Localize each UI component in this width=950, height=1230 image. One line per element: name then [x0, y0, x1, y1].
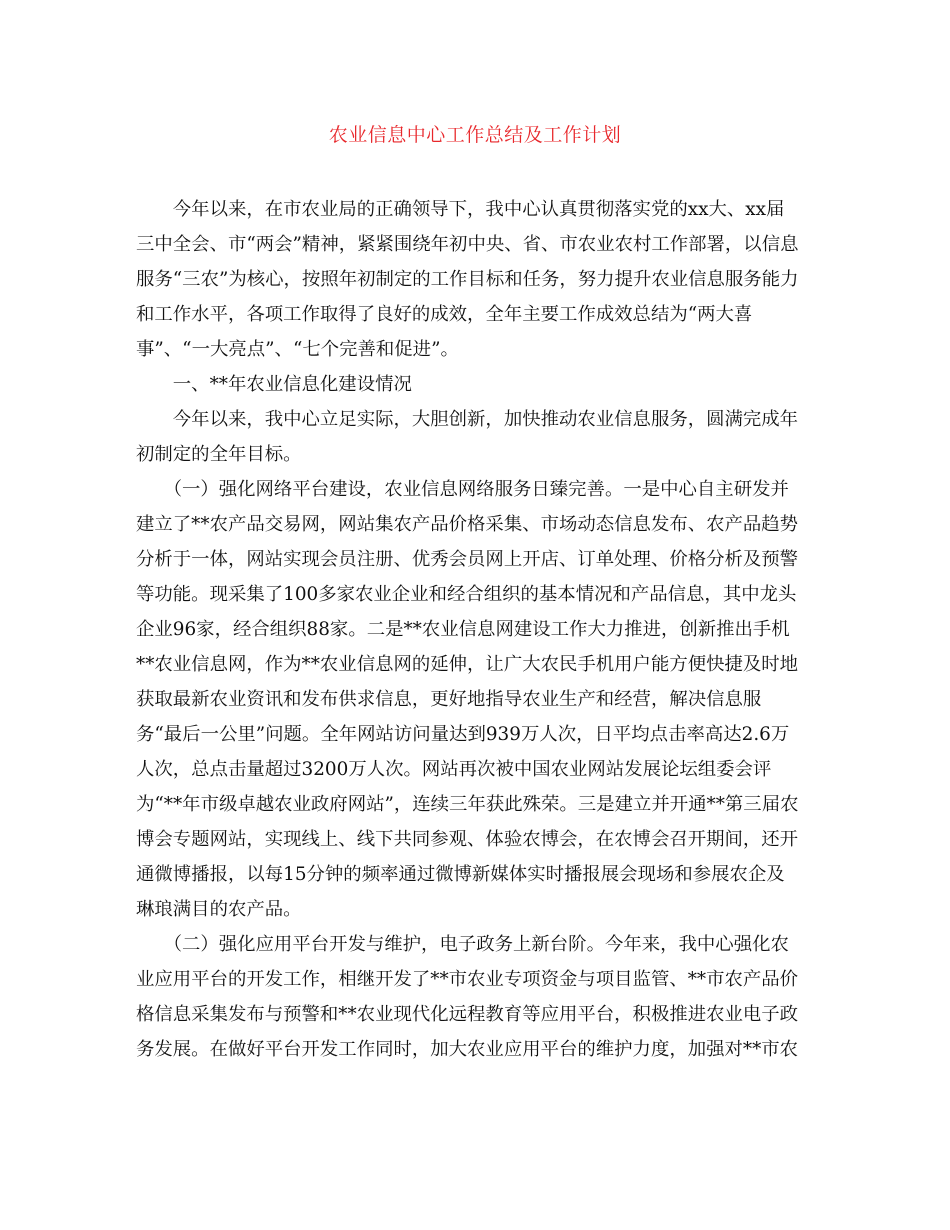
body-line: 一、**年农业信息化建设情况 — [136, 374, 412, 395]
body-line: 格信息采集发布与预警和**农业现代化远程教育等应用平台，积极推进农业电子政 — [136, 1004, 799, 1025]
body-line: 企业96家，经合组织88家。二是**农业信息网建设工作大力推进，创新推出手机 — [136, 619, 790, 640]
body-line: 通微博播报，以每15分钟的频率通过微博新媒体实时播报展会现场和参展农企及 — [136, 864, 785, 885]
body-line: 务发展。在做好平台开发工作同时，加大农业应用平台的维护力度，加强对**市农 — [136, 1039, 799, 1060]
body-line: （二）强化应用平台开发与维护，电子政务上新台阶。今年来，我中心强化农 — [136, 934, 789, 955]
body-line: 初制定的全年目标。 — [136, 444, 302, 465]
body-line: 今年以来，在市农业局的正确领导下，我中心认真贯彻落实党的xx大、xx届 — [136, 199, 785, 220]
body-line: 务“最后一公里”问题。全年网站访问量达到939万人次，日平均点击率高达2.6万 — [136, 724, 790, 745]
body-line: **农业信息网，作为**农业信息网的延伸，让广大农民手机用户能方便快捷及时地 — [136, 654, 799, 675]
body-line: 等功能。现采集了100多家农业企业和经合组织的基本情况和产品信息，其中龙头 — [136, 584, 797, 605]
body-line: 事”、“一大亮点”、“七个完善和促进”。 — [136, 339, 459, 360]
document-title: 农业信息中心工作总结及工作计划 — [328, 124, 622, 146]
body-line: 三中全会、市“两会”精神，紧紧围绕年初中央、省、市农业农村工作部署，以信息 — [136, 234, 799, 255]
body-line: 建立了**农产品交易网，网站集农产品价格采集、市场动态信息发布、农产品趋势 — [136, 514, 799, 535]
body-line: 琳琅满目的农产品。 — [136, 899, 302, 920]
body-line: 今年以来，我中心立足实际，大胆创新，加快推动农业信息服务，圆满完成年 — [136, 409, 799, 430]
document-body — [136, 192, 814, 1067]
body-line: 为“**年市级卓越农业政府网站”，连续三年获此殊荣。三是建立并开通**第三届农 — [136, 794, 799, 815]
body-line: 获取最新农业资讯和发布供求信息，更好地指导农业生产和经营，解决信息服 — [136, 689, 762, 710]
body-line: 和工作水平，各项工作取得了良好的成效，全年主要工作成效总结为“两大喜 — [136, 304, 753, 325]
body-line: 分析于一体，网站实现会员注册、优秀会员网上开店、订单处理、价格分析及预警 — [136, 549, 799, 570]
body-line: 博会专题网站，实现线上、线下共同参观、体验农博会，在农博会召开期间，还开 — [136, 829, 799, 850]
body-line: （一）强化网络平台建设，农业信息网络服务日臻完善。一是中心自主研发并 — [136, 479, 789, 500]
body-line: 服务“三农”为核心，按照年初制定的工作目标和任务，努力提升农业信息服务能力 — [136, 269, 799, 290]
body-line: 人次，总点击量超过3200万人次。网站再次被中国农业网站发展论坛组委会评 — [136, 759, 772, 780]
body-line: 业应用平台的开发工作，相继开发了**市农业专项资金与项目监管、**市农产品价 — [136, 969, 799, 990]
